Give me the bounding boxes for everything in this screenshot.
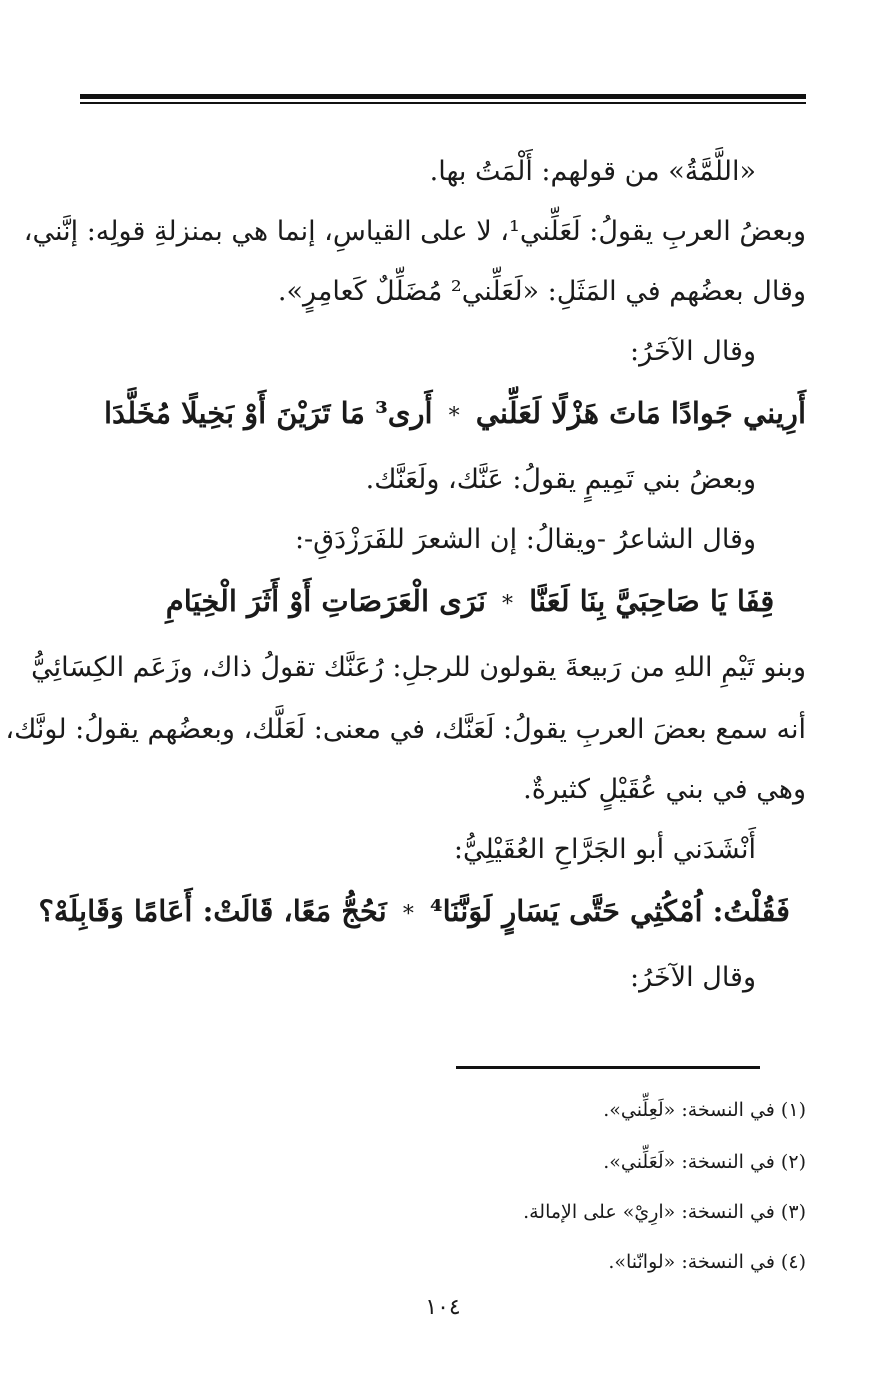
body-line-11: وقال الآخَرُ: [630, 962, 756, 993]
verse-1-first-hemistich: أَرِيني جَوادًا مَاتَ هَزْلًا لَعَلِّني [475, 396, 806, 430]
body-line-1: «اللَّمَّةُ» من قولهم: أَلْمَتُ بها. [429, 156, 756, 187]
verse-1 [103, 392, 806, 438]
header-rule-thin [80, 102, 806, 104]
verse-2-separator: * [502, 592, 514, 617]
verse-2-second-hemistich: نَرَى الْعَرَصَاتِ أَوْ أَثَرَ الْخِيَامِ [165, 584, 486, 618]
body-line-7: وبنو تَيْمِ اللهِ من رَبيعةَ يقولون للرجلِ: رُعَنَّك تقولُ ذاك، وزَعَم الكِسَائِيُّ [31, 652, 806, 683]
body-line-5: وبعضُ بني تَمِيمٍ يقولُ: عَنَّك، ولَعَنَّك. [365, 464, 756, 495]
page-number: ١٠٤ [425, 1295, 461, 1320]
footnote-2: (٢) في النسخة: «لَعَلِّني». [603, 1151, 806, 1173]
verse-2 [150, 580, 790, 626]
verse-2-first-hemistich: قِفَا يَا صَاحِبَيَّ بِنَا لَعَنَّا [529, 584, 775, 618]
footnote-3: (٣) في النسخة: «ارِيْ» على الإمالة. [523, 1201, 806, 1223]
footnote-4: (٤) في النسخة: «لوانّنا». [608, 1251, 806, 1273]
verse-3-first-hemistich: فَقُلْتُ: اُمْكُثِي حَتَّى يَسَارٍ لَوَنَّنَا⁴ [429, 894, 790, 928]
body-line-9: وهي في بني عُقَيْلٍ كثيرةٌ. [523, 774, 806, 805]
body-line-6: وقال الشاعرُ -ويقالُ: إن الشعرَ للفَرَزْدَقِ-: [294, 524, 756, 555]
verse-3 [38, 890, 790, 936]
body-line-10: أَنْشَدَني أبو الجَرَّاحِ العُقَيْلِيُّ: [453, 834, 756, 865]
footnote-separator [456, 1066, 760, 1069]
verse-1-second-hemistich: أَرى³ مَا تَرَيْنَ أَوْ بَخِيلًا مُخَلَّدَا [103, 396, 433, 430]
verse-1-separator: * [448, 404, 460, 429]
verse-3-separator: * [402, 902, 414, 927]
header-rule-thick [80, 94, 806, 99]
body-line-3: وقال بعضُهم في المَثَلِ: «لَعَلِّني² مُضَلِّلٌ كَعامِرٍ». [277, 276, 806, 307]
footnote-1: (١) في النسخة: «لَعِلِّني». [603, 1099, 806, 1121]
body-line-4: وقال الآخَرُ: [630, 336, 756, 367]
verse-3-second-hemistich: نَحُجُّ مَعًا، قَالَتْ: أَعَامًا وَقَابِلَهْ؟ [38, 894, 387, 928]
body-line-8: أنه سمع بعضَ العربِ يقولُ: لَعَنَّك، في معنى: لَعَلَّك، وبعضُهم يقولُ: لونَّك، [5, 714, 806, 745]
body-line-2: وبعضُ العربِ يقولُ: لَعَلِّني¹، لا على القياسِ، إنما هي بمنزلةِ قولِه: إنَّني، [23, 216, 806, 247]
